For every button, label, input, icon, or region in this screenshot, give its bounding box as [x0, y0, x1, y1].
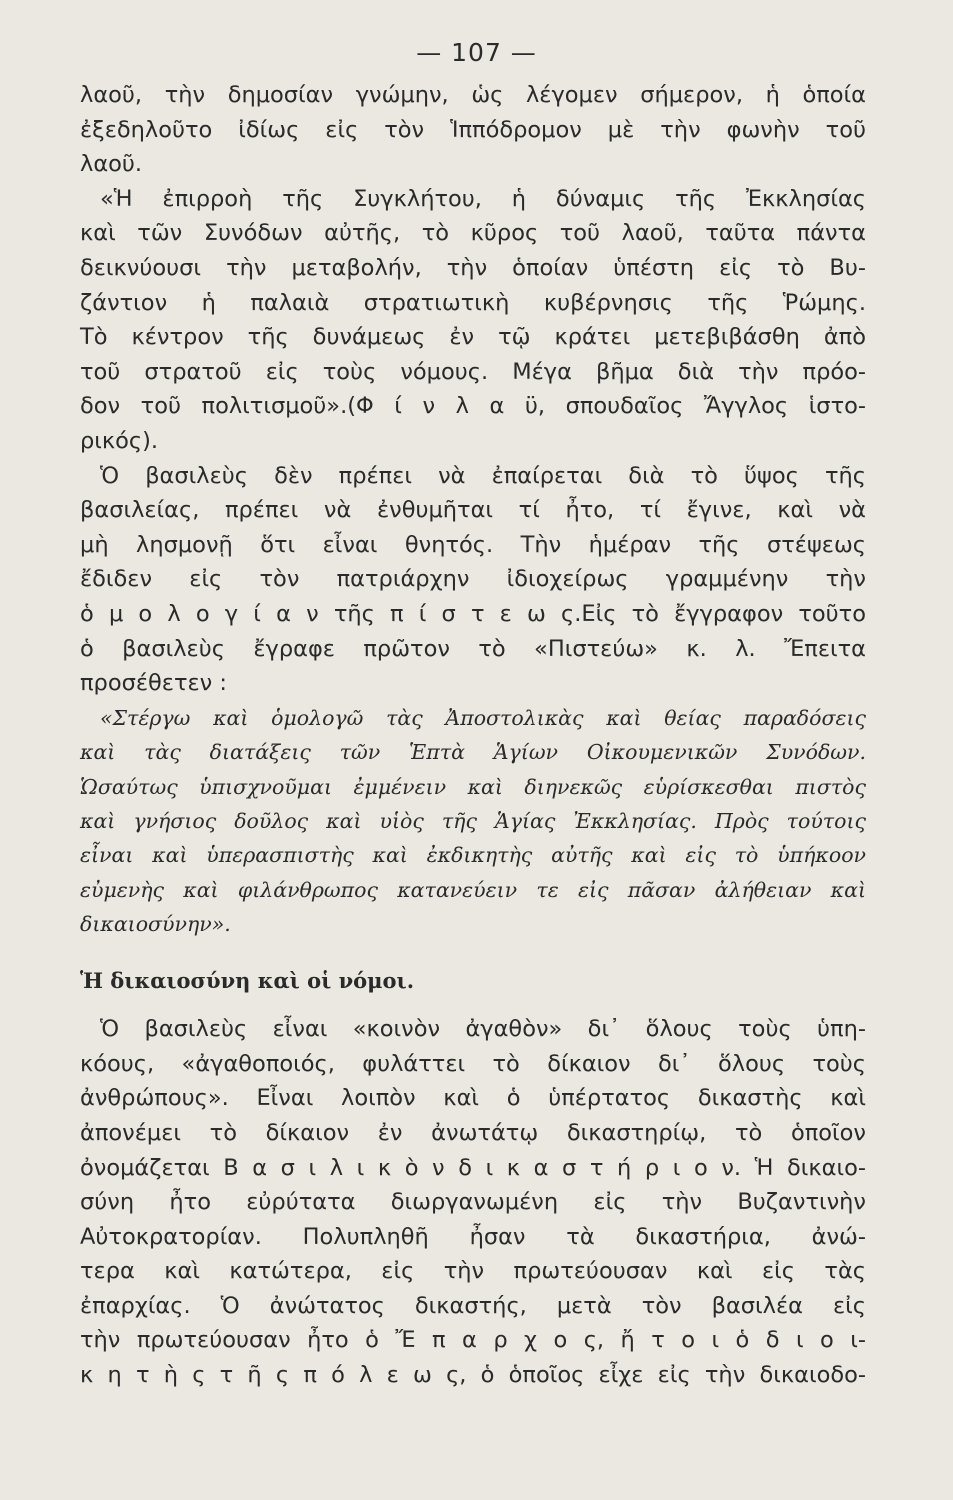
quote-line: «Στέργω καὶ ὁμολογῶ τὰς Ἀποστολικὰς καὶ θείας παραδόσεις: [100, 705, 866, 730]
quote-line: καὶ τὰς διατάξεις τῶν Ἑπτὰ Ἁγίων Οἰκουμενικῶν Συνόδων.: [80, 740, 866, 765]
text-line: τερα καὶ κατώτερα, εἰς τὴν πρωτεύουσαν καὶ εἰς τὰς: [80, 1258, 866, 1285]
text-line: λαοῦ.: [80, 151, 143, 178]
text-line: προσέθετεν :: [80, 670, 227, 697]
text-line: δεικνύουσι τὴν μεταβολήν, τὴν ὁποίαν ὑπέστη εἰς τὸ Βυ-: [80, 254, 866, 281]
quote-line: καὶ γνήσιος δοῦλος καὶ υἱὸς τῆς Ἁγίας Ἐκκλησίας. Πρὸς τούτοις: [80, 808, 866, 833]
text-line: Αὐτοκρατορίαν. Πολυπληθῆ ἦσαν τὰ δικαστήρια, ἀνώ-: [80, 1223, 866, 1250]
text-line: τοῦ στρατοῦ εἰς τοὺς νόμους. Μέγα βῆμα διὰ τὴν πρόο-: [80, 358, 866, 385]
section-heading: Ἡ δικαιοσύνη καὶ οἱ νόμοι.: [80, 967, 415, 993]
text-line: βασιλείας, πρέπει νὰ ἐνθυμῆται τί ἦτο, τί ἔγινε, καὶ νὰ: [80, 497, 866, 524]
text-line: Τὸ κέντρον τῆς δυνάμεως ἐν τῷ κράτει μετεβιβάσθη ἀπὸ: [80, 324, 866, 351]
paragraph-2: [80, 182, 866, 459]
text-line: ζάντιον ἡ παλαιὰ στρατιωτικὴ κυβέρνησις τῆς Ῥώμης.: [80, 289, 866, 316]
text-line: ὁ μ ο λ ο γ ί α ν τῆς π ί σ τ ε ω ς.Εἰς τὸ ἔγγραφον τοῦτο: [80, 600, 866, 627]
text-line: ἔδιδεν εἰς τὸν πατριάρχην ἰδιοχείρως γραμμένην τὴν: [80, 566, 866, 593]
text-line: κόους, «ἀγαθοποιός, φυλάττει τὸ δίκαιον δι᾿ ὅλους τοὺς: [80, 1050, 866, 1077]
page-number: — 107 —: [416, 38, 537, 67]
text-line: ρικός).: [80, 427, 159, 454]
text-line: ἐπαρχίας. Ὁ ἀνώτατος δικαστής, μετὰ τὸν βασιλέα εἰς: [80, 1292, 866, 1319]
quote-line: εἶναι καὶ ὑπερασπιστὴς καὶ ἐκδικητὴς αὐτῆς καὶ εἰς τὸ ὑπήκοον: [80, 843, 866, 868]
text-line: τὴν πρωτεύουσαν ἦτο ὁ Ἔ π α ρ χ ο ς, ἤ τ ο ι ὁ δ ι ο ι-: [80, 1327, 866, 1354]
quote-line: εὐμενὴς καὶ φιλάνθρωπος κατανεύειν τε εἰς πᾶσαν ἀλήθειαν καὶ: [80, 877, 866, 902]
text-line: σύνη ἦτο εὐρύτατα διωργανωμένη εἰς τὴν Βυζαντινὴν: [80, 1189, 866, 1216]
text-line: μὴ λησμονῇ ὅτι εἶναι θνητός. Τὴν ἡμέραν τῆς στέψεως: [80, 531, 866, 558]
paragraph-4: [80, 1012, 866, 1393]
text-line: ἀπονέμει τὸ δίκαιον ἐν ἀνωτάτῳ δικαστηρίῳ, τὸ ὁποῖον: [80, 1119, 866, 1146]
text-line: δον τοῦ πολιτισμοῦ».(Φ ί ν λ α ϋ, σπουδαῖος Ἄγγλος ἱστο-: [80, 393, 866, 420]
creed-quote: [80, 701, 866, 942]
quote-line: δικαιοσύνην».: [80, 912, 231, 937]
paragraph-3: [80, 459, 866, 701]
text-line: ἐξεδηλοῦτο ἰδίως εἰς τὸν Ἱππόδρομον μὲ τὴν φωνὴν τοῦ: [80, 116, 866, 143]
text-line: ὀνομάζεται Β α σ ι λ ι κ ὸ ν δ ι κ α σ τ ή ρ ι ο ν. Ἡ δικαιο-: [80, 1154, 866, 1181]
text-line: λαοῦ, τὴν δημοσίαν γνώμην, ὡς λέγομεν σήμερον, ἡ ὁποία: [80, 82, 866, 108]
paragraph-1: [80, 78, 866, 182]
text-line: «Ἡ ἐπιρροὴ τῆς Συγκλήτου, ἡ δύναμις τῆς Ἐκκλησίας: [100, 185, 866, 212]
text-line: καὶ τῶν Συνόδων αὐτῆς, τὸ κῦρος τοῦ λαοῦ, ταῦτα πάντα: [80, 220, 866, 247]
text-line: Ὁ βασιλεὺς δὲν πρέπει νὰ ἐπαίρεται διὰ τὸ ὕψος τῆς: [100, 462, 866, 489]
quote-line: Ὡσαύτως ὑπισχνοῦμαι ἐμμένειν καὶ διηνεκῶς εὑρίσκεσθαι πιστὸς: [80, 774, 866, 799]
text-line: ὁ βασιλεὺς ἔγραφε πρῶτον τὸ «Πιστεύω» κ. λ. Ἔπειτα: [80, 635, 866, 662]
text-line: κ η τ ὴ ς τ ῆ ς π ό λ ε ω ς, ὁ ὁποῖος εἶχε εἰς τὴν δικαιοδο-: [80, 1362, 866, 1389]
text-line: ἀνθρώπους». Εἶναι λοιπὸν καὶ ὁ ὑπέρτατος δικαστὴς καὶ: [80, 1085, 866, 1112]
body-text: [80, 78, 866, 1393]
text-line: Ὁ βασιλεὺς εἶναι «κοινὸν ἀγαθὸν» δι᾿ ὅλους τοὺς ὑπη-: [100, 1016, 866, 1043]
